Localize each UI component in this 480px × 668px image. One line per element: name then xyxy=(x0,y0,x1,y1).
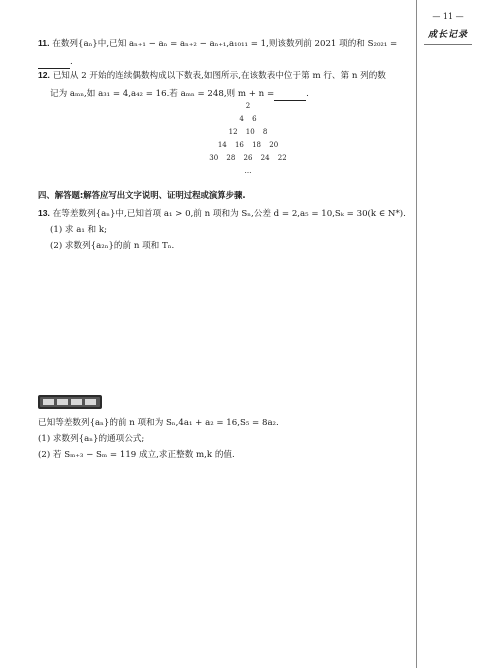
question-part-2: (2) 求数列{a₂ₙ}的前 n 项和 Tₙ. xyxy=(50,241,175,251)
triangle-row: 12 10 8 xyxy=(228,128,268,136)
triangle-row: 4 6 xyxy=(239,115,257,123)
triangle-row: 14 16 18 20 xyxy=(217,141,279,149)
question-text: 在等差数列{aₙ}中,已知首项 a₁ > 0,前 n 项和为 Sₙ,公差 d = 2,a₅ = 10,Sₖ = 30(k ∈ N*). xyxy=(52,209,406,219)
brand-title: 成长记录 xyxy=(427,30,468,40)
question-text: 记为 aₘₙ,如 a₃₁ = 4,a₄₂ = 16.若 aₘₙ = 248,则 m + n = xyxy=(50,89,275,99)
triangle-row: … xyxy=(244,167,252,175)
section-heading: 四、解答题:解答应写出文字说明、证明过程或演算步骤. xyxy=(38,190,246,200)
extension-logo-graphic xyxy=(38,394,102,410)
question-number: 11. xyxy=(38,38,50,48)
triangle-row: 2 xyxy=(245,102,251,110)
question-12 xyxy=(38,68,410,101)
question-text: 在数列{aₙ}中,已知 aₙ₊₁ − aₙ = aₙ₊₂ − aₙ₊₁,a₁₀₁₁ = 1,则该数列前 2021 项的和 S₂₀₂₁ = xyxy=(52,39,398,49)
question-number: 12. xyxy=(38,70,50,80)
question-13 xyxy=(38,206,410,253)
question-text: 已知从 2 开始的连续偶数构成以下数表,如图所示,在该数表中位于第 m 行、第 n 列的数 xyxy=(52,71,386,81)
extension-logo xyxy=(38,394,102,410)
question-text-end: . xyxy=(306,89,309,99)
problem-part-2: (2) 若 Sₘ₊₃ − Sₘ = 119 成立,求正整数 m,k 的值. xyxy=(38,450,235,460)
question-part-1: (1) 求 a₁ 和 k; xyxy=(50,225,107,235)
question-text-end: . xyxy=(70,57,73,67)
problem-part-1: (1) 求数列{aₙ}的通项公式; xyxy=(38,434,145,444)
number-triangle xyxy=(198,100,298,178)
extension-problem xyxy=(38,416,410,462)
page-number: — 11 — xyxy=(432,12,464,21)
problem-text: 已知等差数列{aₙ}的前 n 项和为 Sₙ,4a₁ + a₂ = 16,S₅ = 8a₂. xyxy=(38,418,279,428)
page-header-side xyxy=(422,12,474,45)
triangle-row: 30 28 26 24 22 xyxy=(209,154,287,162)
question-number: 13. xyxy=(38,208,50,218)
question-11 xyxy=(38,36,410,69)
brand-underline xyxy=(424,44,472,45)
margin-rule xyxy=(416,0,417,668)
